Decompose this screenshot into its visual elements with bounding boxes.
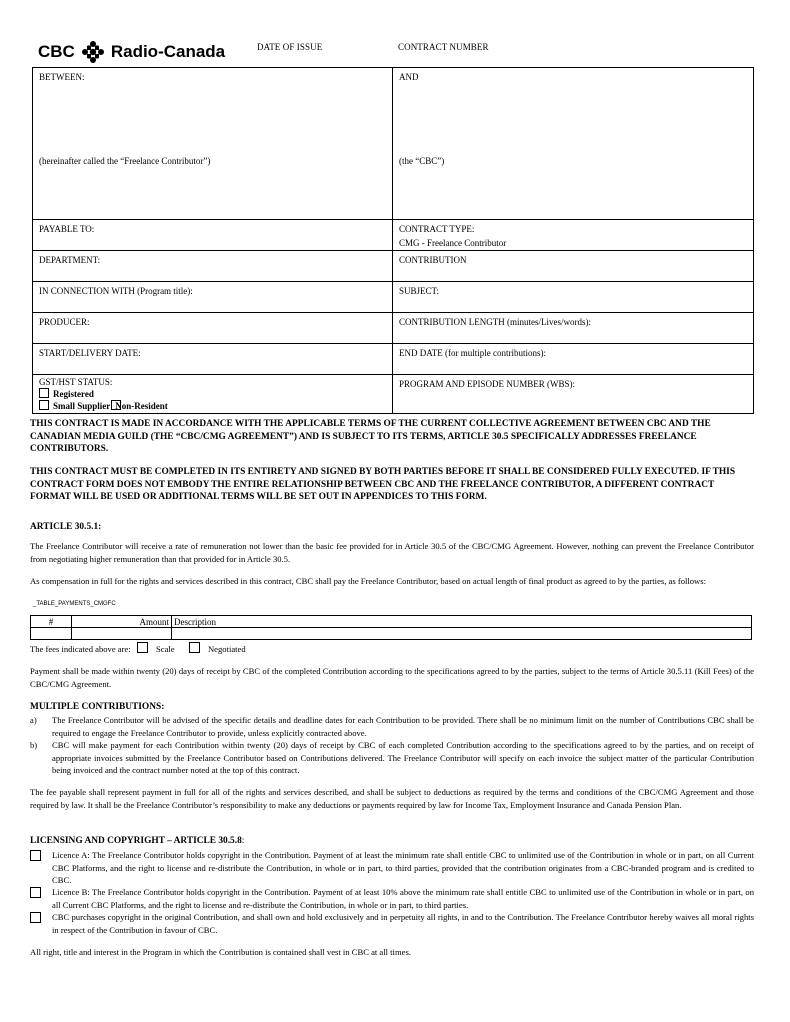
payable-to-cell[interactable] — [33, 220, 393, 250]
producer-cell[interactable] — [33, 313, 393, 343]
cell-description[interactable] — [172, 628, 752, 640]
multi-item-b — [30, 739, 754, 777]
licence-c-text: CBC purchases copyright in the original Contribution, and shall own and hold exclusively and in perpetuity all rights, in and to the Contribution. The Freelance Contributor hereby waives all moral rights in respect of the Contribution in favour of CBC. — [52, 912, 754, 935]
compensation-text: As compensation in full for the rights and services described in this contract, CBC shall pay the Freelance Contributor, based on actual length of final product as agreed to by the parties, as follows: — [30, 576, 706, 586]
fees-indicated-row — [30, 642, 246, 654]
cbc-called-label: (the “CBC”) — [399, 156, 445, 166]
non-resident-label: Non-Resident — [115, 401, 168, 411]
contribution-cell[interactable] — [393, 251, 753, 281]
start-date-cell[interactable] — [33, 344, 393, 374]
registered-label: Registered — [53, 389, 94, 399]
start-date-label: START/DELIVERY DATE: — [39, 348, 141, 358]
cbc-logo — [38, 40, 225, 64]
contribution-length-cell[interactable] — [393, 313, 753, 343]
program-episode-cell[interactable] — [393, 375, 753, 413]
final-clause: All right, title and interest in the Program in which the Contribution is contained shall vest in CBC at all times. — [30, 947, 411, 957]
licence-b-item — [30, 886, 754, 911]
article-body: The Freelance Contributor will receive a rate of remuneration not lower than the basic fee provided for in Article 30.5 of the CBC/CMG Agreement. However, nothing can prevent the Freelance Contributor from negotiating higher remuneration than that provided for in Article 30.5. — [30, 541, 754, 564]
end-date-cell[interactable] — [393, 344, 753, 374]
agreement-notice: THIS CONTRACT IS MADE IN ACCORDANCE WITH THE APPLICABLE TERMS OF THE CURRENT COLLECTIVE AGREEMENT BETWEEN CBC AND THE CANADIAN MEDIA GUILD (THE “CBC/CMG AGREEMENT”) AND IS SUBJECT TO ITS TERMS, ARTICLE 30.5 SPECIFICALLY ADDRESSES FREELANCE CONTRIBUTORS. — [30, 419, 711, 455]
date-of-issue-label: DATE OF ISSUE — [257, 42, 323, 52]
contract-type-value: CMG - Freelance Contributor — [399, 238, 507, 248]
cell-amount[interactable] — [72, 628, 172, 640]
contract-type-cell[interactable] — [393, 220, 753, 250]
between-label: BETWEEN: — [39, 72, 85, 82]
subject-label: SUBJECT: — [399, 286, 440, 296]
licence-a-checkbox[interactable] — [30, 850, 41, 861]
contract-number-label: CONTRACT NUMBER — [398, 42, 489, 52]
small-supplier-checkbox[interactable] — [39, 400, 49, 410]
licence-a-item — [30, 849, 754, 887]
and-label: AND — [399, 72, 419, 82]
fee-payable-text: The fee payable shall represent payment in full for all of the rights and services described, and shall be subject to deductions as required by the terms and conditions of the CBC/CMG Agreement and those required by law. It shall be the Freelance Contributor’s responsibility to make any deductions or payments required by law for Income Tax, Employment Insurance and Canada Pension Plan. — [30, 787, 754, 810]
small-supplier-label: Small Supplier — [53, 401, 111, 411]
licence-b-checkbox[interactable] — [30, 887, 41, 898]
col-amount-header: Amount — [72, 616, 172, 628]
producer-label: PRODUCER: — [39, 317, 90, 327]
col-number-header: # — [31, 616, 72, 628]
multi-a-text: The Freelance Contributor will be advised of the specific details and deadline dates for each Contribution to be provided. There shall be no minimum limit on the number of Contributions CBC shall be required to engage the Freelance Contributor to provide, unless explicitly contracted above. — [52, 715, 754, 738]
negotiated-checkbox[interactable] — [189, 642, 200, 653]
small-supplier-option[interactable] — [39, 400, 386, 411]
completion-notice: THIS CONTRACT MUST BE COMPLETED IN ITS ENTIRETY AND SIGNED BY BOTH PARTIES BEFORE IT SHALL BE CONSIDERED FULLY EXECUTED. IF THIS CONTRACT FORM DOES NOT EMBODY THE ENTIRE RELATIONSHIP BETWEEN CBC AND THE FREELANCE CONTRIBUTOR, A DIFFERENT CONTRACT FORMAT WILL BE USED OR ADDITIONAL TERMS WILL BE SET OUT IN APPENDICES TO THIS FORM. — [30, 467, 736, 503]
scale-label: Scale — [156, 644, 175, 654]
registered-checkbox[interactable] — [39, 388, 49, 398]
payments-table — [30, 615, 752, 640]
licensing-title-colon: : — [241, 836, 245, 846]
cbc-gem-icon — [81, 40, 105, 64]
negotiated-label: Negotiated — [207, 644, 246, 654]
logo-text-radio-canada: Radio-Canada — [110, 42, 226, 61]
payment-terms: Payment shall be made within twenty (20) days of receipt by CBC of the completed Contribution according to the specifications agreed to by the parties, subject to the terms of Article 30.5.11 (Kill Fees) of the CBC/CMG Agreement. — [30, 666, 754, 689]
fees-indicated-label: The fees indicated above are: — [30, 644, 131, 654]
cell-number[interactable] — [31, 628, 72, 640]
article-title: ARTICLE 30.5.1: — [30, 522, 102, 532]
in-connection-label: IN CONNECTION WITH (Program title): — [39, 286, 193, 296]
registered-option[interactable] — [39, 388, 386, 399]
licence-c-checkbox[interactable] — [30, 912, 41, 923]
multi-b-text: CBC will make payment for each Contribution within twenty (20) days of receipt by CBC of each completed Contribution according to the specifications agreed to by the parties, and on receipt of appropriate invoices submitted by the Freelance Contributor based on Contributions delivered. The Freelance Contributor will specify on each invoice the subject matter of the particular Contribution being invoiced and the contract number noted at the top of this contract. — [52, 740, 754, 776]
freelance-called-label: (hereinafter called the “Freelance Contributor”) — [39, 156, 211, 166]
program-episode-label: PROGRAM AND EPISODE NUMBER (WBS): — [399, 379, 576, 389]
licence-c-item — [30, 911, 754, 936]
payable-to-label: PAYABLE TO: — [39, 224, 95, 234]
licensing-title — [30, 835, 754, 848]
logo-text-cbc: CBC — [38, 42, 75, 61]
and-cell[interactable] — [393, 68, 753, 219]
multi-a-marker: a) — [30, 715, 37, 725]
department-cell[interactable] — [33, 251, 393, 281]
multi-b-marker: b) — [30, 740, 38, 750]
licence-a-text: Licence A: The Freelance Contributor holds copyright in the Contribution. Payment of at least the minimum rate shall entitle CBC to unlimited use of the Contribution in whole or in part, on all Current CBC Platforms, and the right to license and re-distribute the Contribution, in whole or in part, to third parties, provided that the contribution originates from a CBC-branded program and is credited to CBC. — [52, 850, 754, 886]
end-date-label: END DATE (for multiple contributions): — [399, 348, 546, 358]
contract-parties-grid — [32, 67, 754, 414]
between-cell[interactable] — [33, 68, 393, 219]
scale-checkbox[interactable] — [137, 642, 148, 653]
multi-item-a — [30, 714, 754, 739]
gst-status-label: GST/HST STATUS: — [39, 377, 113, 387]
licence-b-text: Licence B: The Freelance Contributor holds copyright in the Contribution. Payment of at least 10% above the minimum rate shall entitle CBC to unlimited use of the Contribution in whole or in part, on all Current CBC Platforms, and the right to license and re-distribute the Contribution, in whole or in part, to third parties. — [52, 887, 754, 910]
col-description-header: Description — [172, 616, 752, 628]
multiple-contributions-title: MULTIPLE CONTRIBUTIONS: — [30, 702, 165, 712]
subject-cell[interactable] — [393, 282, 753, 312]
department-label: DEPARTMENT: — [39, 255, 101, 265]
table-row[interactable] — [31, 628, 752, 640]
table-header-row — [31, 616, 752, 628]
licensing-title-text: LICENSING AND COPYRIGHT – ARTICLE 30.5.8 — [30, 836, 242, 846]
contribution-length-label: CONTRIBUTION LENGTH (minutes/Lives/words): — [399, 317, 591, 327]
gst-status-cell — [33, 375, 393, 413]
contribution-label: CONTRIBUTION — [399, 255, 467, 265]
contract-type-label: CONTRACT TYPE: — [399, 224, 475, 234]
table-tag: _TABLE_PAYMENTS_CMGFC — [33, 601, 116, 607]
in-connection-cell[interactable] — [33, 282, 393, 312]
